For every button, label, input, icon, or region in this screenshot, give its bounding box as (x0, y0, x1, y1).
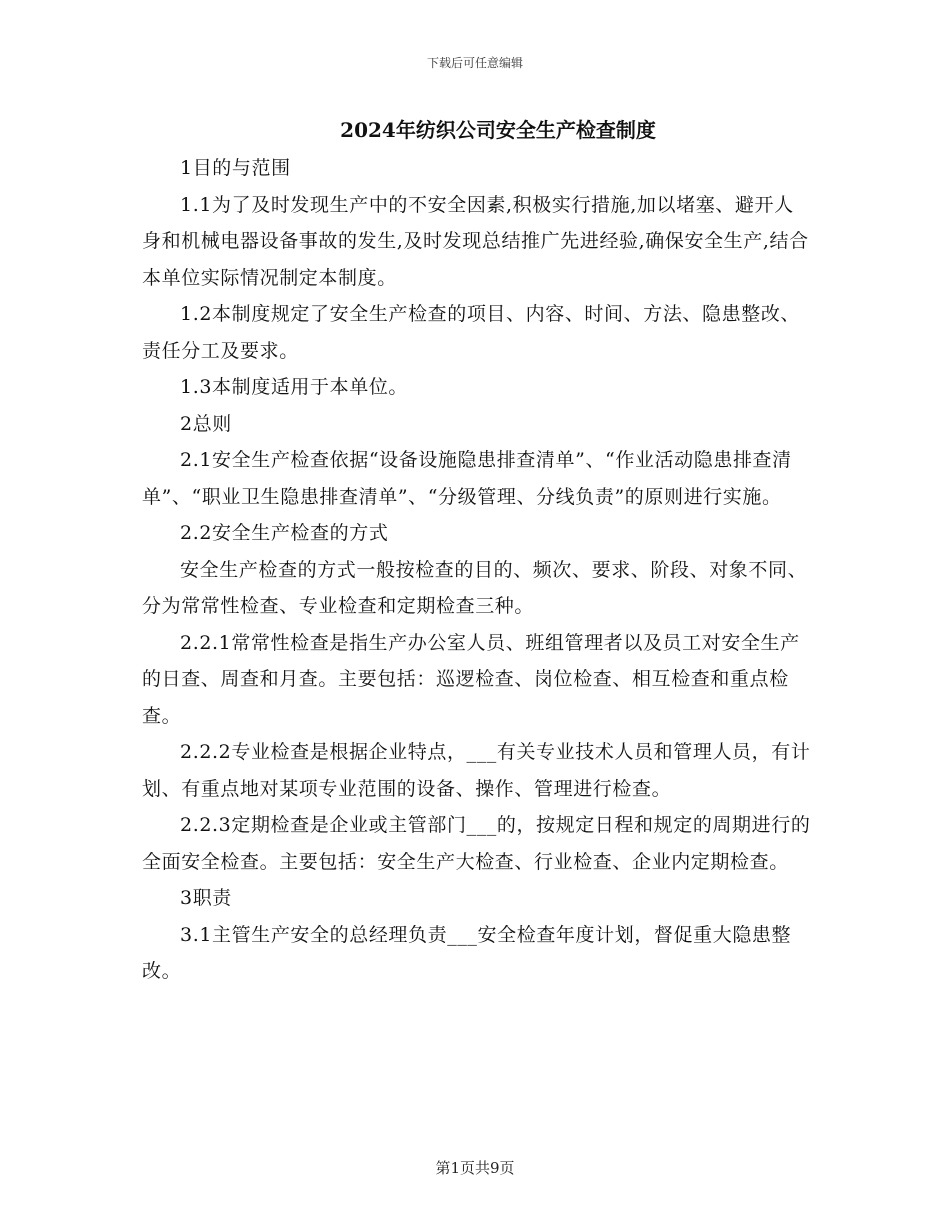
paragraph-2-1: 2.1安全生产检查依据“设备设施隐患排查清单”、“作业活动隐患排查清单”、“职业卫生隐患排查清单”、“分级管理、分线负责”的原则进行实施。 (142, 449, 792, 508)
header-note: 下载后可任意编辑 (426, 56, 523, 70)
paragraph-2-2-1: 2.2.1常常性检查是指生产办公室人员、班组管理者以及员工对安全生产的日查、周查和月查。主要包括：巡逻检查、岗位检查、相互检查和重点检查。 (142, 631, 800, 727)
paragraph-2-2-intro: 安全生产检查的方式一般按检查的目的、频次、要求、阶段、对象不同、分为常常性检查、专业检查和定期检查三种。 (142, 558, 808, 617)
section-heading-3: 3职责 (180, 887, 232, 909)
document-body (142, 150, 812, 990)
paragraph-3-1: 3.1主管生产安全的总经理负责___安全检查年度计划，督促重大隐患整改。 (142, 923, 792, 982)
page-indicator: 第1页共9页 (435, 1159, 515, 1177)
paragraph-2-2-3: 2.2.3定期检查是企业或主管部门___的，按规定日程和规定的周期进行的全面安全检查。主要包括：安全生产大检查、行业检查、企业内定期检查。 (142, 814, 811, 873)
section-heading-2: 2总则 (180, 412, 232, 435)
paragraph-1-3: 1.3本制度适用于本单位。 (180, 376, 409, 398)
section-heading-1: 1目的与范围 (180, 157, 291, 179)
document-title: 2024年纺织公司安全生产检查制度 (340, 118, 656, 142)
paragraph-2-2: 2.2安全生产检查的方式 (180, 522, 389, 544)
paragraph-2-2-2: 2.2.2专业检查是根据企业特点，___有关专业技术人员和管理人员，有计划、有重点地对某项专业范围的设备、操作、管理进行检查。 (142, 741, 811, 800)
paragraph-1-2: 1.2本制度规定了安全生产检查的项目、内容、时间、方法、隐患整改、责任分工及要求。 (142, 303, 801, 362)
paragraph-1-1: 1.1为了及时发现生产中的不安全因素,积极实行措施,加以堵塞、避开人身和机械电器设备事故的发生,及时发现总结推广先进经验,确保安全生产,结合本单位实际情况制定本制度。 (142, 193, 809, 289)
